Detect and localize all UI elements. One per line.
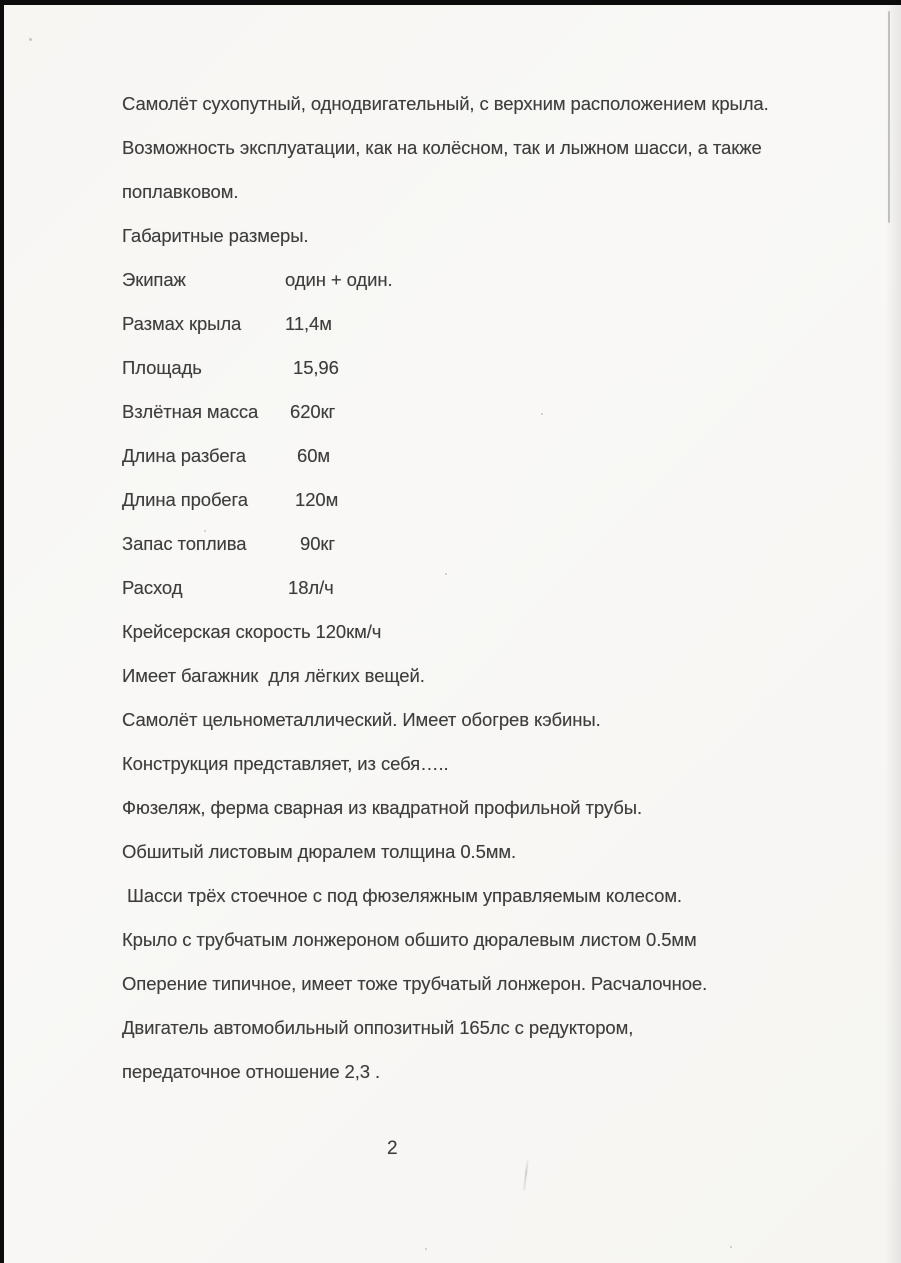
spec-value: один + один. bbox=[285, 269, 393, 290]
spec-label: Длина пробега bbox=[122, 489, 248, 510]
paragraph-aircraft-type: Самолёт сухопутный, однодвигательный, с верхним расположением крыла. bbox=[122, 93, 769, 114]
paragraph-wing: Крыло с трубчатым лонжероном обшито дюралевым листом 0.5мм bbox=[122, 929, 697, 950]
spec-row-wing-area bbox=[122, 346, 862, 390]
spec-value: 120м bbox=[295, 489, 339, 510]
paper-sheet bbox=[4, 5, 901, 1263]
scan-speck bbox=[541, 413, 543, 415]
paragraph-engine-line2: передаточное отношение 2,3 . bbox=[122, 1061, 381, 1082]
spec-value: 15,96 bbox=[293, 357, 339, 378]
paragraph-cruise-speed: Крейсерская скорость 120км/ч bbox=[122, 621, 382, 642]
section-heading-dimensions: Габаритные размеры. bbox=[122, 225, 309, 246]
spec-row-takeoff-run bbox=[122, 434, 862, 478]
spec-label: Взлётная масса bbox=[122, 401, 259, 422]
spec-label: Расход bbox=[122, 577, 183, 598]
scan-left-edge bbox=[0, 0, 4, 1263]
spec-label: Размах крыла bbox=[122, 313, 242, 334]
scan-speck bbox=[730, 1246, 732, 1248]
spec-row-takeoff-mass bbox=[122, 390, 862, 434]
spec-row-crew bbox=[122, 258, 862, 302]
scan-speck bbox=[204, 530, 206, 532]
spec-row-landing-run bbox=[122, 478, 862, 522]
paragraph-fuselage: Фюзеляж, ферма сварная из квадратной профильной трубы. bbox=[122, 797, 642, 818]
spec-row-wingspan bbox=[122, 302, 862, 346]
spec-value: 620кг bbox=[290, 401, 336, 422]
spec-row-fuel-capacity bbox=[122, 522, 862, 566]
spec-label: Площадь bbox=[122, 357, 202, 378]
spec-value: 18л/ч bbox=[288, 577, 334, 598]
spec-row-fuel-consumption bbox=[122, 566, 862, 610]
page-number: 2 bbox=[387, 1138, 398, 1159]
spec-label: Экипаж bbox=[122, 269, 186, 290]
paragraph-construction: Конструкция представляет, из себя….. bbox=[122, 753, 449, 774]
spec-label: Запас топлива bbox=[122, 533, 247, 554]
spec-value: 90кг bbox=[300, 533, 336, 554]
spec-label: Длина разбега bbox=[122, 445, 246, 466]
page-content bbox=[122, 82, 862, 1094]
paragraph-operation-line1: Возможность эксплуатации, как на колёсном, так и лыжном шасси, а также bbox=[122, 137, 762, 158]
paragraph-all-metal: Самолёт цельнометаллический. Имеет обогрев кэбины. bbox=[122, 709, 601, 730]
scan-speck bbox=[29, 38, 32, 41]
paragraph-tail: Оперение типичное, имеет тоже трубчатый лонжерон. Расчалочное. bbox=[122, 973, 708, 994]
paragraph-skin: Обшитый листовым дюралем толщина 0.5мм. bbox=[122, 841, 517, 862]
paragraph-operation-line2: поплавковом. bbox=[122, 181, 239, 202]
scan-speck bbox=[425, 1248, 427, 1250]
scan-scratch bbox=[523, 1157, 529, 1191]
paragraph-luggage: Имеет багажник для лёгких вещей. bbox=[122, 665, 425, 686]
spec-value: 60м bbox=[297, 445, 330, 466]
scan-top-edge bbox=[0, 0, 901, 5]
spec-value: 11,4м bbox=[285, 313, 332, 334]
paragraph-engine-line1: Двигатель автомобильный оппозитный 165лс с редуктором, bbox=[122, 1017, 634, 1038]
scan-right-edge-line bbox=[888, 11, 890, 223]
scan-speck bbox=[445, 573, 447, 575]
paragraph-landing-gear: Шасси трёх стоечное с под фюзеляжным управляемым колесом. bbox=[122, 885, 682, 906]
